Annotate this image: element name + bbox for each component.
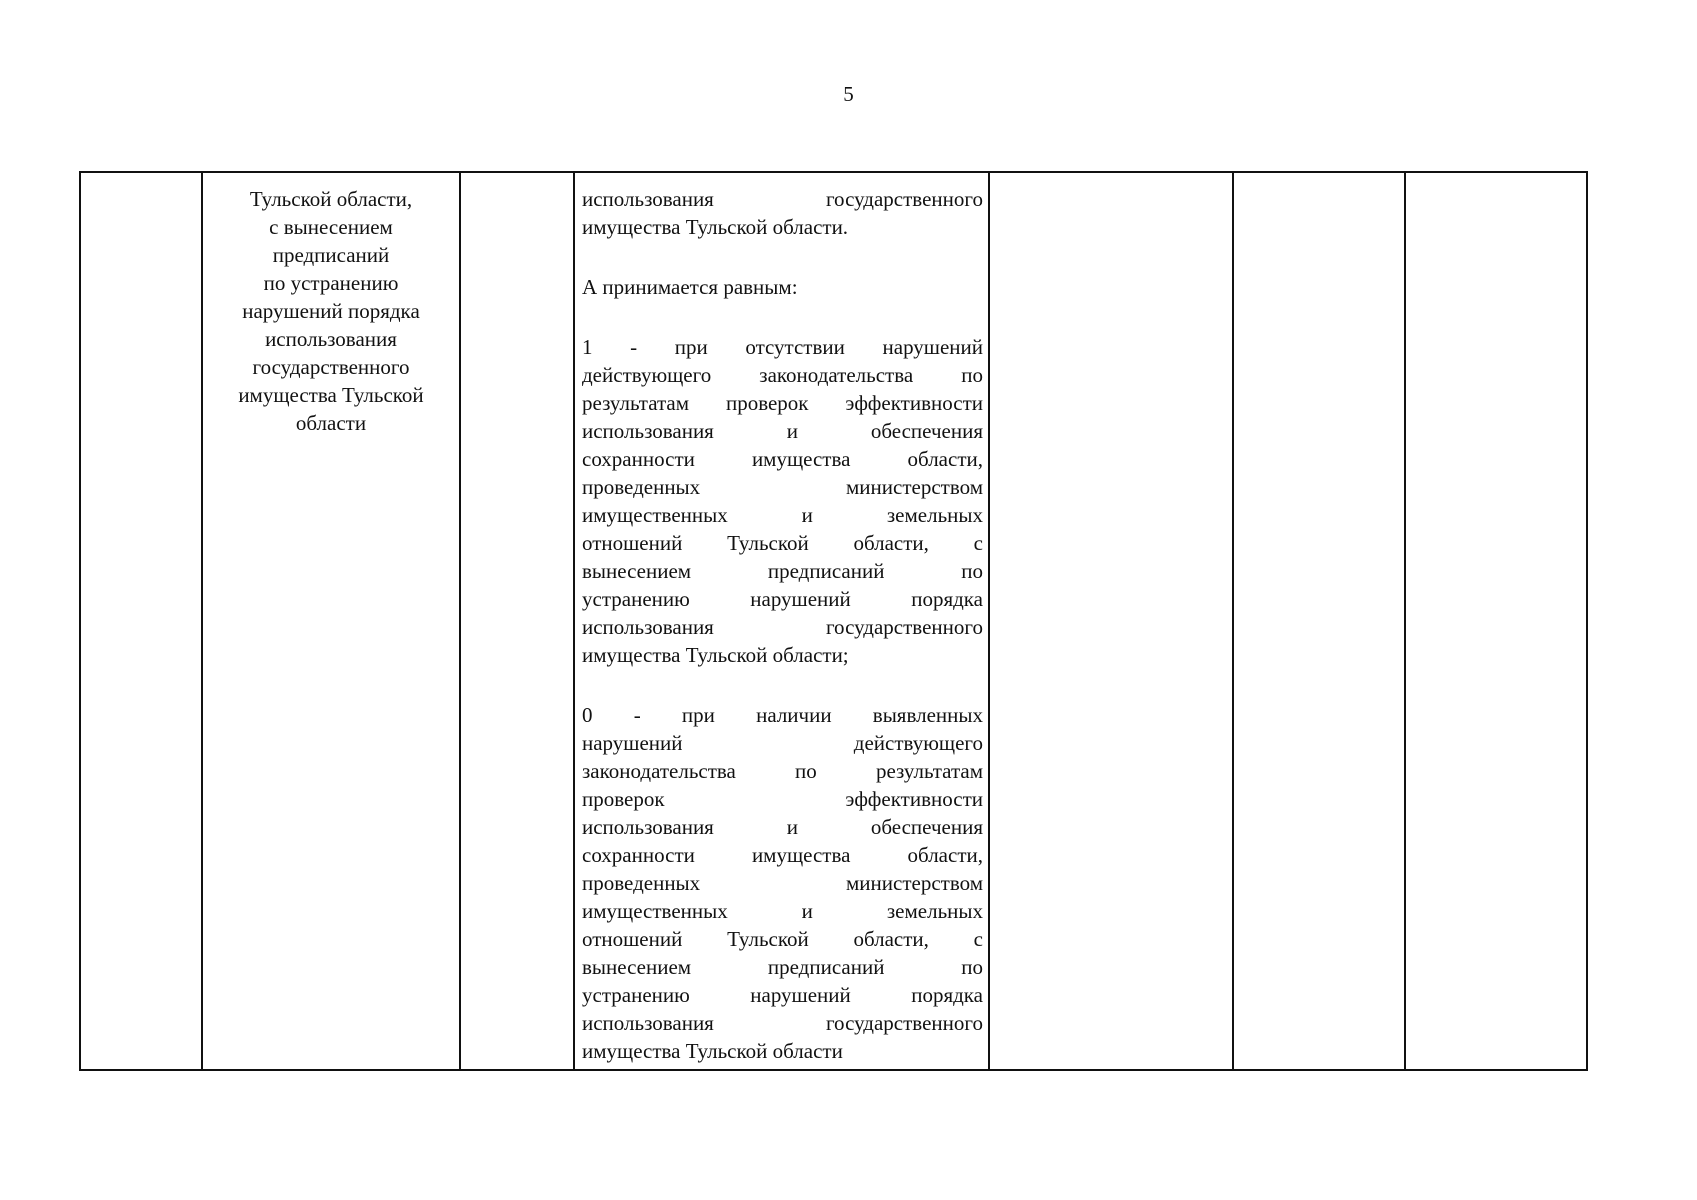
table-row [80,172,1587,1070]
table-cell-col1 [80,172,202,1070]
text-line: по устранению [263,271,399,295]
text-line: имущества Тульской области. [582,215,849,239]
indicator-name-text [203,173,459,437]
text-line: вынесением предписаний по [582,559,983,583]
page-number: 5 [843,82,854,106]
text-line: устранению нарушений порядка [582,587,983,611]
text-line: Тульской области, [249,187,413,211]
text-line: нарушений действующего [582,731,983,755]
text-line: государственного [252,355,410,379]
text-line: использования и обеспечения [582,419,983,443]
text-line: сохранности имущества области, [582,843,983,867]
text-line: использования [265,327,397,351]
text-line: имущества Тульской области; [582,643,849,667]
text-line: действующего законодательства по [582,363,983,387]
text-line: имущественных и земельных [582,899,983,923]
text-line: проведенных министерством [582,475,983,499]
table-cell-col2 [202,172,460,1070]
table-cell-col5 [989,172,1233,1070]
calculation-method-text [575,173,988,1065]
text-line: проверок эффективности [582,787,983,811]
text-line: результатам проверок эффективности [582,391,983,415]
text-line: использования государственного [582,615,983,639]
text-line: с вынесением [269,215,393,239]
text-line: имущества Тульской [238,383,424,407]
text-line: предписаний [272,243,390,267]
text-line: законодательства по результатам [582,759,983,783]
text-line: нарушений порядка [242,299,420,323]
text-line: области [295,411,367,435]
text-line: имущественных и земельных [582,503,983,527]
paragraph-value-0 [582,701,983,1065]
text-line: сохранности имущества области, [582,447,983,471]
text-line: А принимается равным: [582,275,798,299]
text-line: использования и обеспечения [582,815,983,839]
text-line: проведенных министерством [582,871,983,895]
paragraph-value-1 [582,333,983,669]
text-line: вынесением предписаний по [582,955,983,979]
text-line: отношений Тульской области, с [582,531,983,555]
text-line: имущества Тульской области [582,1039,843,1063]
paragraph-value-heading [582,273,983,301]
text-line: устранению нарушений порядка [582,983,983,1007]
text-line: 1 - при отсутствии нарушений [582,335,983,359]
indicator-table [79,171,1588,1071]
text-line: отношений Тульской области, с [582,927,983,951]
text-line: 0 - при наличии выявленных [582,703,983,727]
text-line: использования государственного [582,1011,983,1035]
table-cell-col7 [1405,172,1587,1070]
text-line: использования государственного [582,187,983,211]
table-cell-col6 [1233,172,1405,1070]
table-cell-col4 [574,172,989,1070]
table-cell-col3 [460,172,574,1070]
paragraph-intro [582,185,983,241]
